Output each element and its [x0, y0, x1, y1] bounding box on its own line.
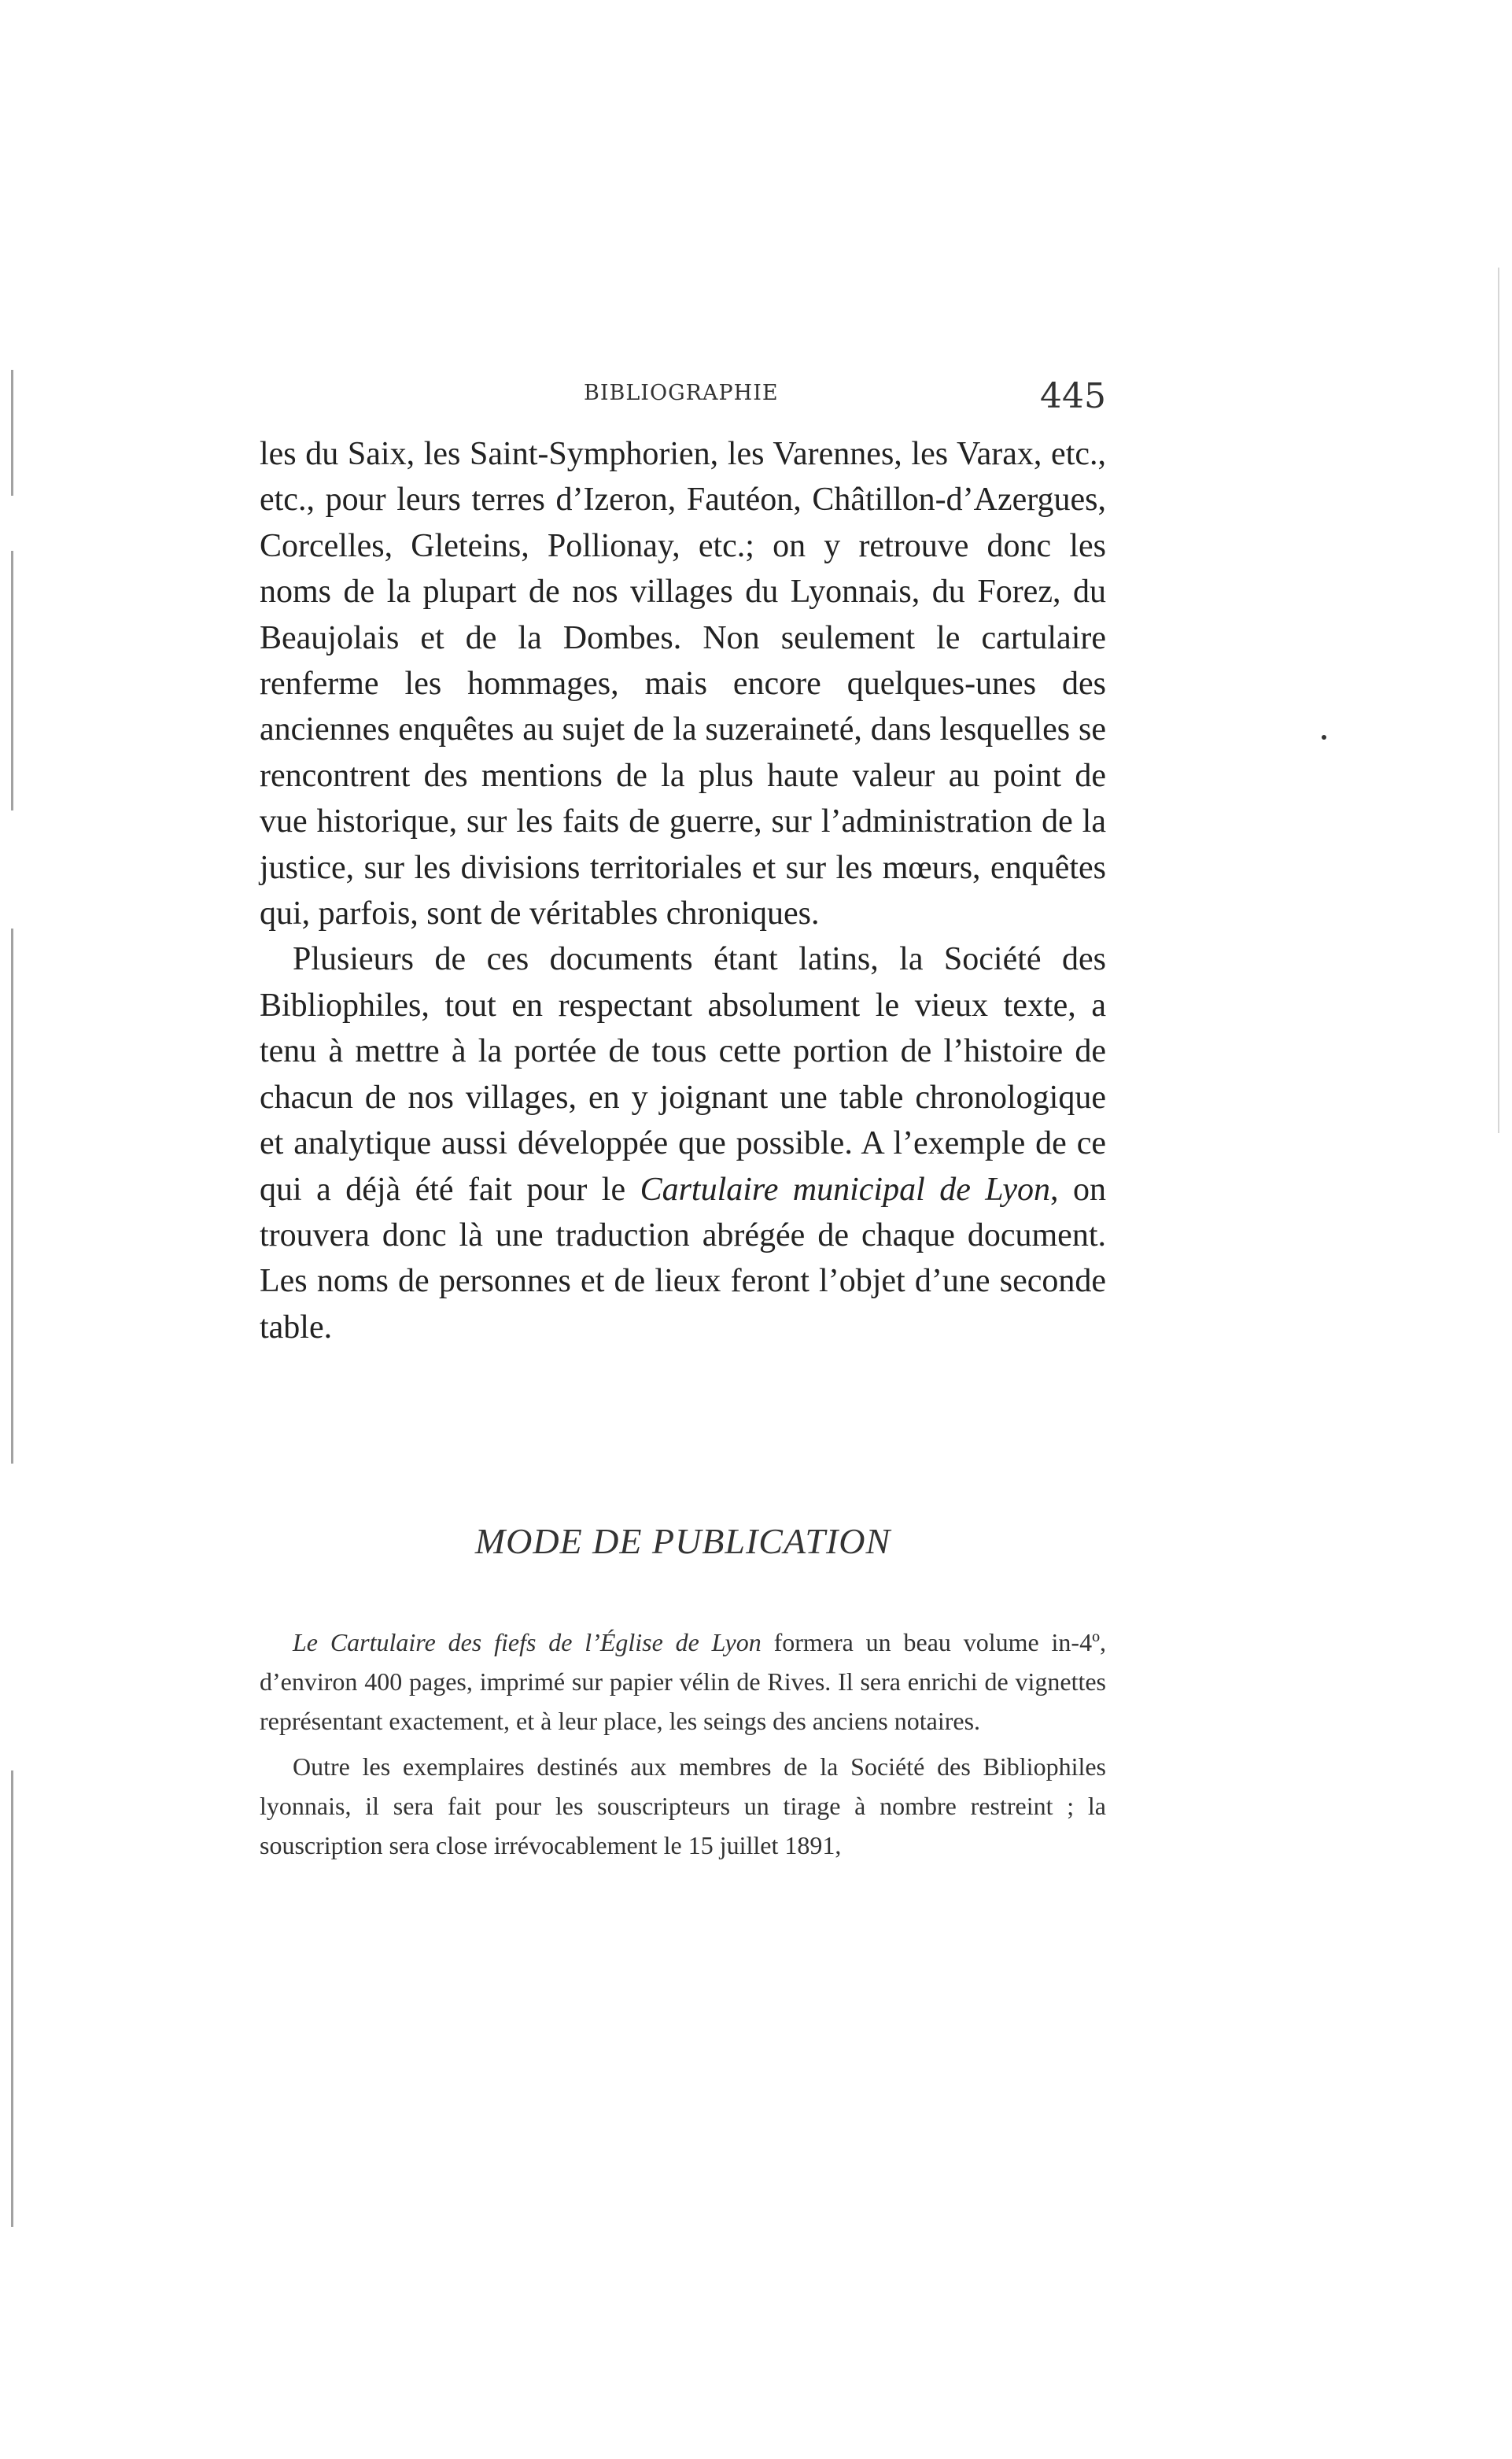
italic-title: Cartulaire municipal de Lyon	[640, 1171, 1051, 1208]
paragraph	[260, 936, 1106, 1350]
ink-speck	[1322, 735, 1326, 740]
page-number: 445	[1040, 376, 1106, 416]
paragraph: Outre les exemplaires destinés aux membres de la Société des Bibliophiles lyonnais, il sera fait pour les souscripteurs un tirage à nombre restreint ; la souscription sera close irrévocablement le 15 juillet 1891,	[260, 1752, 1106, 1859]
main-text	[260, 431, 1106, 1350]
italic-title: Le Cartulaire des fiefs de l’Église de Lyon	[293, 1628, 762, 1656]
section-heading: MODE DE PUBLICATION	[474, 1521, 891, 1561]
paragraph: les du Saix, les Saint-Symphorien, les Varennes, les Varax, etc., etc., pour leurs terres d’Izeron, Fautéon, Châtillon-d’Azergues, Corcelles, Gleteins, Pollionay, etc.; on y retrouve donc les noms de la plupart de nos villages du Lyonnais, du Forez, du Beaujolais et de la Dombes. Non seulement le cartulaire renferme les hommages, mais encore quelques-unes des anciennes enquêtes au sujet de la suzeraineté, dans lesquelles se rencontrent des mentions de la plus haute valeur au point de vue historique, sur les faits de guerre, sur l’administration de la justice, sur les divisions territoriales et sur les mœurs, enquêtes qui, parfois, sont de véritables chroniques.	[260, 436, 1106, 932]
scan-edge-line	[11, 929, 13, 1464]
scan-edge-line	[1498, 268, 1499, 1133]
running-title: BIBLIOGRAPHIE	[584, 381, 779, 405]
paragraph-text: , on trouvera donc là une traduction abrégée de chaque document. Les noms de personnes et de lieux feront l’objet d’une seconde table.	[260, 1171, 1106, 1346]
scan-edge-line	[11, 551, 13, 810]
publication-text	[260, 1623, 1106, 1865]
paragraph-text: Plusieurs de ces documents étant latins, la Société des Bibliophiles, tout en respectant absolument le vieux texte, a tenu à mettre à la portée de tous cette portion de l’histoire de chacun de nos villages, en y joignant une table chronologique et analytique aussi développée que possible. A l’exemple de ce qui a déjà été fait pour le	[260, 941, 1106, 1208]
running-head	[260, 376, 1106, 415]
paragraph	[260, 1623, 1106, 1741]
scan-edge-line	[11, 370, 13, 496]
scan-edge-line	[11, 1770, 13, 2227]
paragraph-text: formera un beau volume in-4º, d’environ 400 pages, imprimé sur papier vélin de Rives. Il sera enrichi de vignettes représentant exactement, et à leur place, les seings des anciens notaires.	[260, 1628, 1107, 1735]
